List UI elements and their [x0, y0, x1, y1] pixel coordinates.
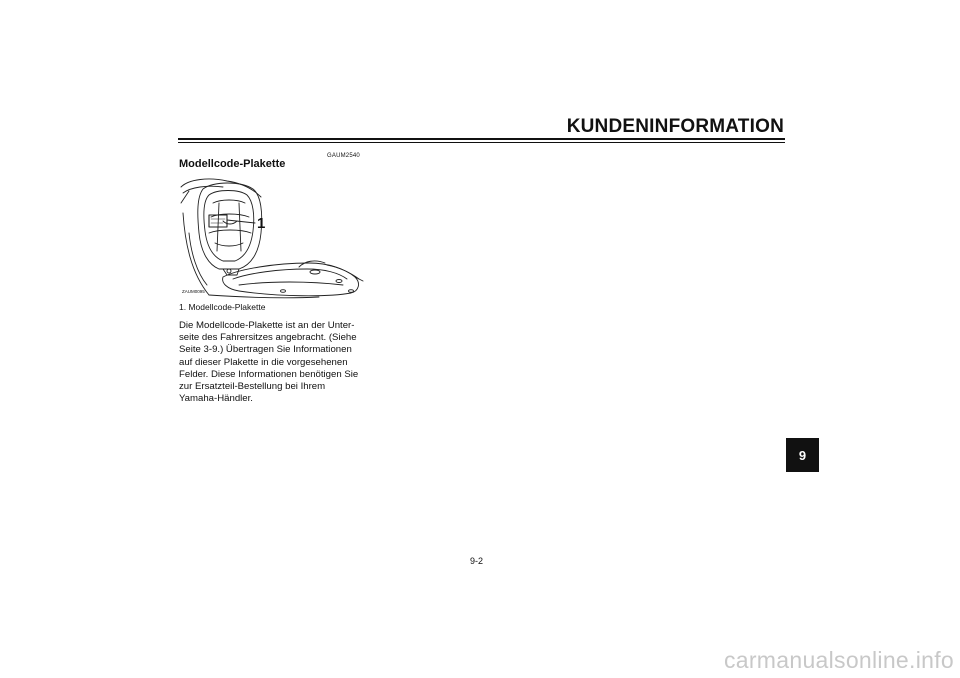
body-line: auf dieser Plakette in die vorgesehenen: [179, 356, 348, 368]
figure-code: ZAUM0095: [182, 289, 205, 294]
body-line: Die Modellcode-Plakette ist an der Unter-: [179, 320, 355, 331]
header-title: KUNDENINFORMATION: [566, 116, 784, 137]
body-line: seite des Fahrersitzes angebracht. (Siehe: [179, 332, 357, 344]
body-line: Yamaha-Händler.: [179, 393, 253, 405]
body-paragraph: [179, 320, 379, 405]
watermark: carmanualsonline.info: [723, 647, 954, 673]
body-line: Felder. Diese Informationen benötigen Sie: [179, 368, 359, 380]
chapter-tab: 9: [786, 438, 819, 472]
section-title: Modellcode-Plakette: [179, 158, 286, 170]
header-rule-thin: [178, 142, 785, 143]
figure-caption: 1. Modellcode-Plakette: [179, 302, 266, 312]
header-rule-thick: [178, 138, 785, 140]
body-line: Seite 3-9.) Übertragen Sie Informationen: [179, 344, 352, 356]
page-number: 9-2: [470, 556, 484, 566]
callout-number: 1: [257, 215, 266, 232]
body-line: zur Ersatzteil-Bestellung bei Ihrem: [179, 381, 326, 393]
section-code: GAUM2540: [327, 153, 360, 159]
seat-underside-illustration: [179, 173, 365, 301]
